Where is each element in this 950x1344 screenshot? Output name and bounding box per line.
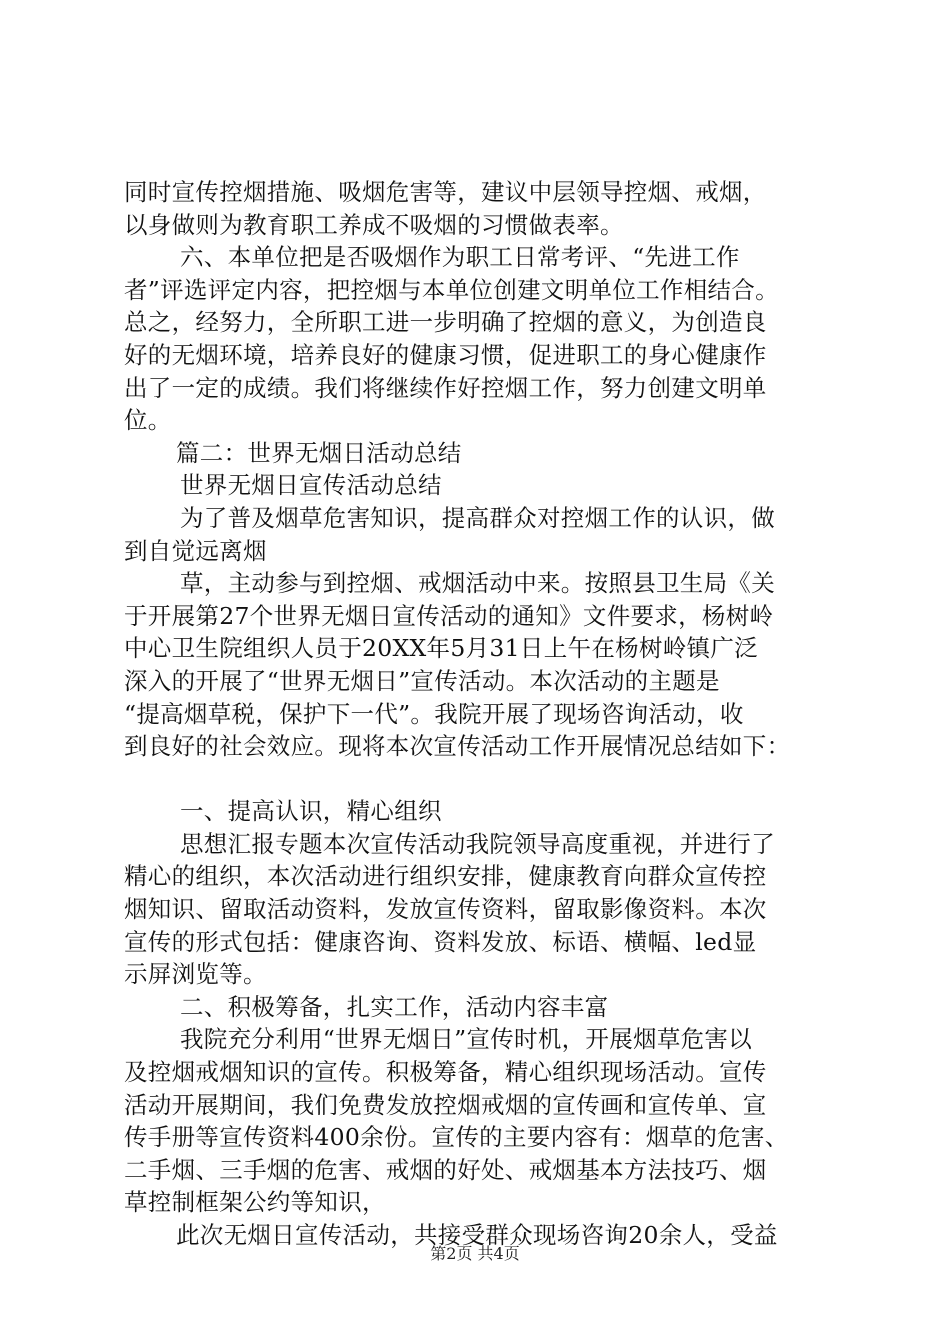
- text-line: 同时宣传控烟措施、吸烟危害等，建议中层领导控烟、戒烟，: [124, 178, 767, 206]
- text-line: 草，主动参与到控烟、戒烟活动中来。按照县卫生局《关: [180, 569, 775, 598]
- text-line: 六、本单位把是否吸烟作为职工日常考评、“先进工作: [180, 243, 740, 272]
- text-line: 草控制框架公约等知识，: [124, 1188, 386, 1217]
- text-line: 二、积极筹备，扎实工作，活动内容丰富: [180, 992, 609, 1021]
- text-line: 示屏浏览等。: [124, 960, 267, 989]
- text-line: 好的无烟环境，培养良好的健康习惯，促进职工的身心健康作: [124, 340, 767, 369]
- text-line: 此次无烟日宣传活动，共接受群众现场咨询20余人，受益: [176, 1221, 778, 1249]
- page-footer: 第2页 共4页: [430, 1244, 520, 1263]
- text-line: 活动开展期间，我们免费发放控烟戒烟的宣传画和宣传单、宣: [124, 1090, 767, 1119]
- text-line: 到良好的社会效应。现将本次宣传活动工作开展情况总结如下：: [124, 732, 791, 761]
- text-line: 二手烟、三手烟的危害、戒烟的好处、戒烟基本方法技巧、烟: [124, 1155, 767, 1184]
- text-line: 总之，经努力，全所职工进一步明确了控烟的意义，为创造良: [124, 308, 767, 337]
- text-line: 位。: [124, 406, 172, 435]
- text-line: 以身做则为教育职工养成不吸烟的习惯做表率。: [124, 210, 624, 239]
- text-line: 出了一定的成绩。我们将继续作好控烟工作，努力创建文明单: [124, 373, 767, 402]
- text-line: 深入的开展了“世界无烟日”宣传活动。本次活动的主题是: [124, 666, 720, 695]
- text-line: 精心的组织，本次活动进行组织安排，健康教育向群众宣传控: [124, 862, 767, 891]
- text-line: 到自觉远离烟: [124, 536, 267, 565]
- text-line: 传手册等宣传资料400余份。宣传的主要内容有：烟草的危害、: [124, 1123, 789, 1152]
- text-line: 为了普及烟草危害知识，提高群众对控烟工作的认识，做: [180, 503, 775, 532]
- text-line: 我院充分利用“世界无烟日”宣传时机，开展烟草危害以: [180, 1025, 753, 1054]
- text-line: 烟知识、留取活动资料，发放宣传资料，留取影像资料。本次: [124, 895, 767, 924]
- text-line: 篇二：世界无烟日活动总结: [176, 438, 462, 467]
- text-line: 中心卫生院组织人员于20XX年5月31日上午在杨树岭镇广泛: [124, 634, 758, 663]
- text-line: 思想汇报专题本次宣传活动我院领导高度重视，并进行了: [180, 829, 775, 858]
- text-line: 一、提高认识，精心组织: [180, 797, 442, 826]
- text-line: 宣传的形式包括：健康咨询、资料发放、标语、横幅、led显: [124, 927, 757, 956]
- text-line: 及控烟戒烟知识的宣传。积极筹备，精心组织现场活动。宣传: [124, 1058, 767, 1087]
- text-line: 世界无烟日宣传活动总结: [180, 471, 442, 500]
- document-body: [124, 176, 844, 1252]
- blank-line: [124, 763, 844, 796]
- text-line: 于开展第27个世界无烟日宣传活动的通知》文件要求，杨树岭: [124, 601, 774, 630]
- text-line: 者”评选评定内容，把控烟与本单位创建文明单位工作相结合。: [124, 275, 779, 304]
- text-line: “提高烟草税，保护下一代”。我院开展了现场咨询活动，收: [124, 699, 744, 728]
